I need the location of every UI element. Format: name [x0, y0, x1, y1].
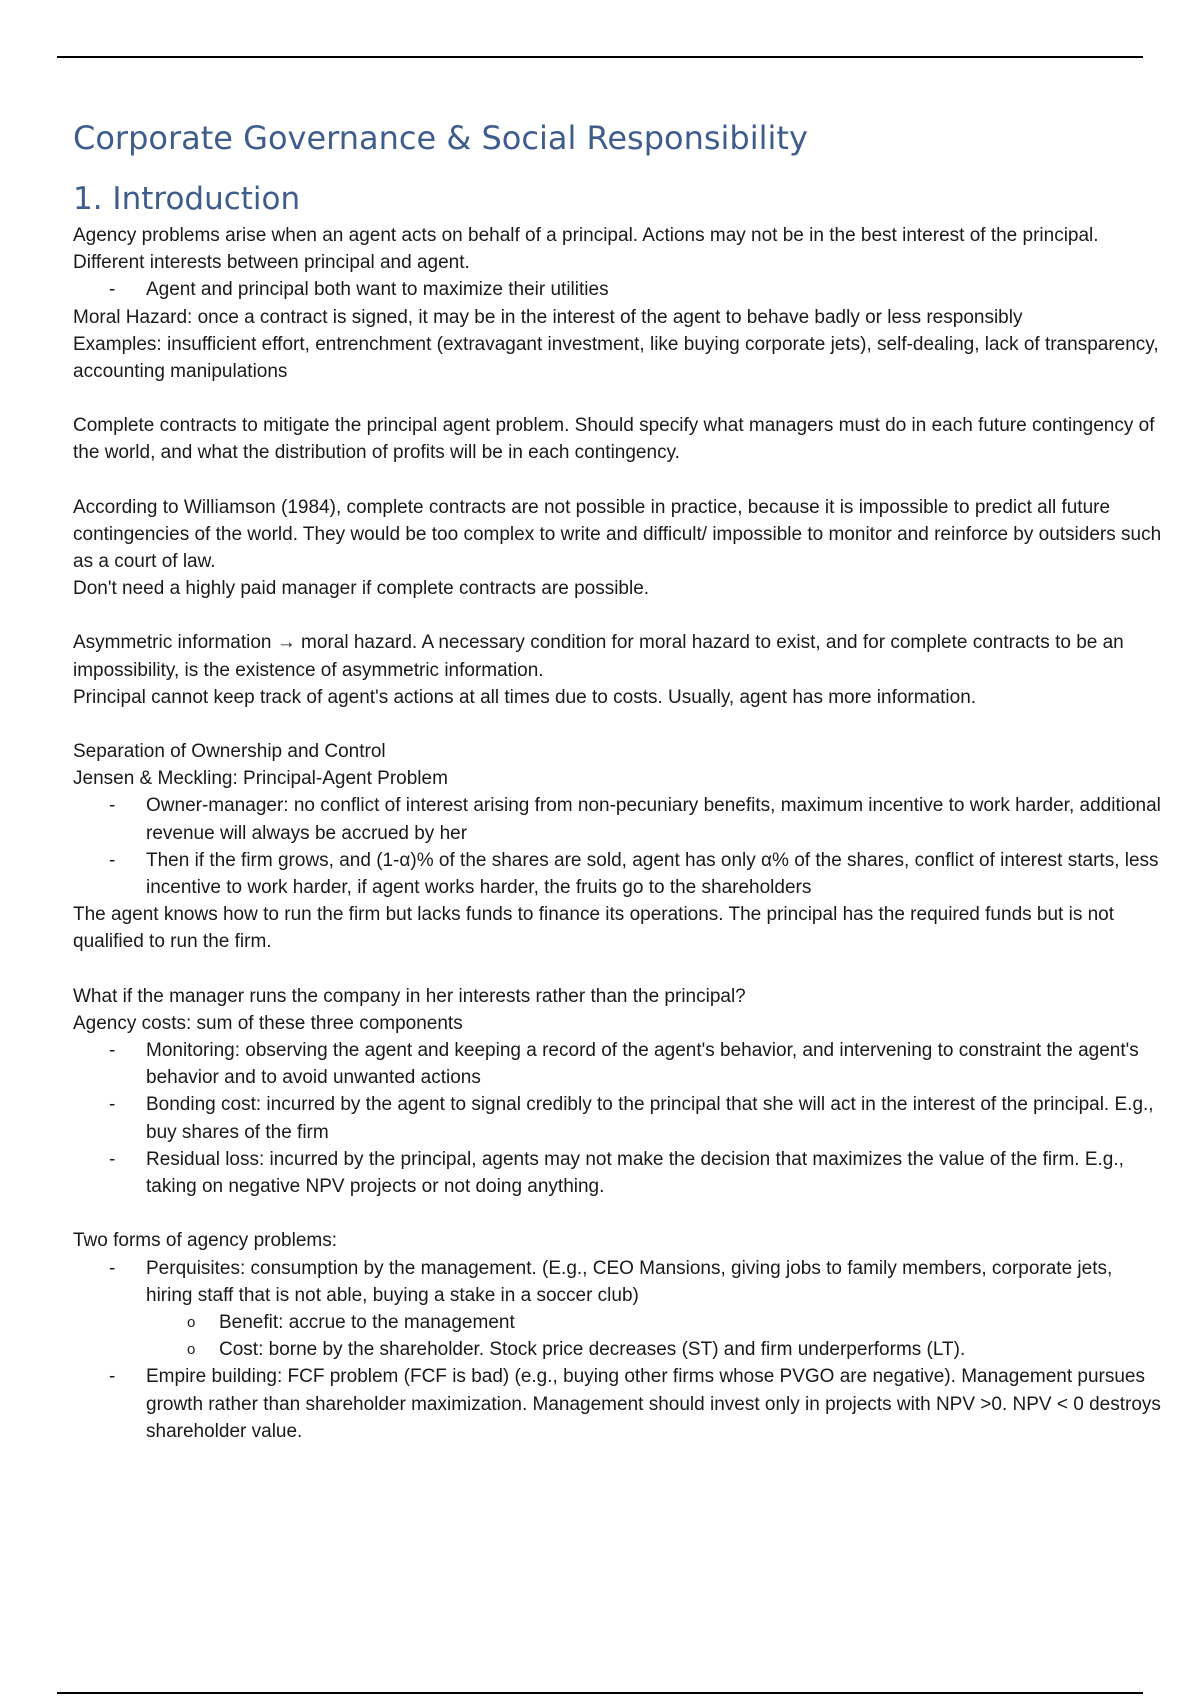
paragraph-asymmetric: Asymmetric information → moral hazard. A necessary condition for moral hazard to exist, and for complete contracts to be an impossibility, is the existence of asymmetric information. — [73, 632, 1124, 681]
paragraph-principal-track: Principal cannot keep track of agent's actions at all times due to costs. Usually, agent has more information. — [73, 686, 977, 708]
paragraph-gap — [73, 956, 1163, 983]
section-heading: 1. Introduction — [73, 181, 301, 217]
footer-rule — [57, 1692, 1143, 1694]
paragraph-gap — [73, 602, 1163, 629]
paragraph-gap — [73, 711, 1163, 738]
list-item: - Residual loss: incurred by the principal, agents may not make the decision that maximizes the value of the firm. E.g., taking on negative NPV projects or not doing anything. — [146, 1146, 1163, 1200]
list-item: - Owner-manager: no conflict of interest arising from non-pecuniary benefits, maximum incentive to work harder, additional revenue will always be accrued by her — [146, 792, 1163, 846]
paragraph-jensen: Jensen & Meckling: Principal-Agent Problem — [73, 768, 448, 790]
sub-bullet-list — [146, 1309, 1163, 1363]
list-item: - Empire building: FCF problem (FCF is bad) (e.g., buying other firms whose PVGO are negative). Management pursues growth rather than shareholder maximization. Management should invest only in projects with NPV >0. NPV < 0 destroys shareholder value. — [146, 1363, 1163, 1445]
bullet-list — [73, 1037, 1163, 1200]
bullet-list — [73, 276, 1163, 303]
paragraph-no-manager: Don't need a highly paid manager if complete contracts are possible. — [73, 578, 650, 600]
list-item-text: Perquisites: consumption by the management. (E.g., CEO Mansions, giving jobs to family members, corporate jets, hiring staff that is not able, buying a stake in a soccer club) — [146, 1257, 1113, 1306]
paragraph-what-if: What if the manager runs the company in her interests rather than the principal? — [73, 985, 746, 1007]
list-item: - Bonding cost: incurred by the agent to signal credibly to the principal that she will act in the interest of the principal. E.g., buy shares of the firm — [146, 1091, 1163, 1145]
paragraph-moral-hazard: Moral Hazard: once a contract is signed, it may be in the interest of the agent to behave badly or less responsibly — [73, 306, 1023, 328]
sub-list-item: o Cost: borne by the shareholder. Stock price decreases (ST) and firm underperforms (LT). — [219, 1336, 1163, 1363]
bullet-list — [73, 1255, 1163, 1445]
paragraph-agency-problems: Agency problems arise when an agent acts on behalf of a principal. Actions may not be in the best interest of the principal. Different interests between principal and agent. — [73, 225, 1099, 274]
sub-list-item: o Benefit: accrue to the management — [219, 1309, 1163, 1336]
paragraph-williamson: According to Williamson (1984), complete contracts are not possible in practice, because it is impossible to predict all future contingencies of the world. They would be too complex to write and difficult/ impossible to monitor and reinforce by outsiders such as a court of law. — [73, 496, 1162, 573]
list-item: - Monitoring: observing the agent and keeping a record of the agent's behavior, and intervening to constraint the agent's behavior and to avoid unwanted actions — [146, 1037, 1163, 1091]
list-item: - Agent and principal both want to maximize their utilities — [146, 276, 1163, 303]
paragraph-gap — [73, 385, 1163, 412]
bullet-list — [73, 792, 1163, 901]
paragraph-examples: Examples: insufficient effort, entrenchment (extravagant investment, like buying corporate jets), self-dealing, lack of transparency, accounting manipulations — [73, 333, 1159, 383]
list-item: - Then if the firm grows, and (1-α)% of the shares are sold, agent has only α% of the shares, conflict of interest starts, less incentive to work harder, if agent works harder, the fruits go to the shareholders — [146, 847, 1163, 901]
paragraph-gap — [73, 1200, 1163, 1227]
header-rule — [57, 56, 1143, 58]
document-body — [73, 118, 1163, 1445]
document-title: Corporate Governance & Social Responsibility — [73, 119, 808, 157]
paragraph-two-forms: Two forms of agency problems: — [73, 1230, 337, 1252]
paragraph-agent-knows: The agent knows how to run the firm but lacks funds to finance its operations. The principal has the required funds but is not qualified to run the firm. — [73, 904, 1115, 953]
paragraph-gap — [73, 467, 1163, 494]
paragraph-separation: Separation of Ownership and Control — [73, 741, 386, 763]
list-item — [146, 1255, 1163, 1364]
paragraph-agency-costs: Agency costs: sum of these three components — [73, 1012, 463, 1034]
paragraph-complete-contracts: Complete contracts to mitigate the principal agent problem. Should specify what managers must do in each future contingency of the world, and what the distribution of profits will be in each contingency. — [73, 415, 1155, 464]
